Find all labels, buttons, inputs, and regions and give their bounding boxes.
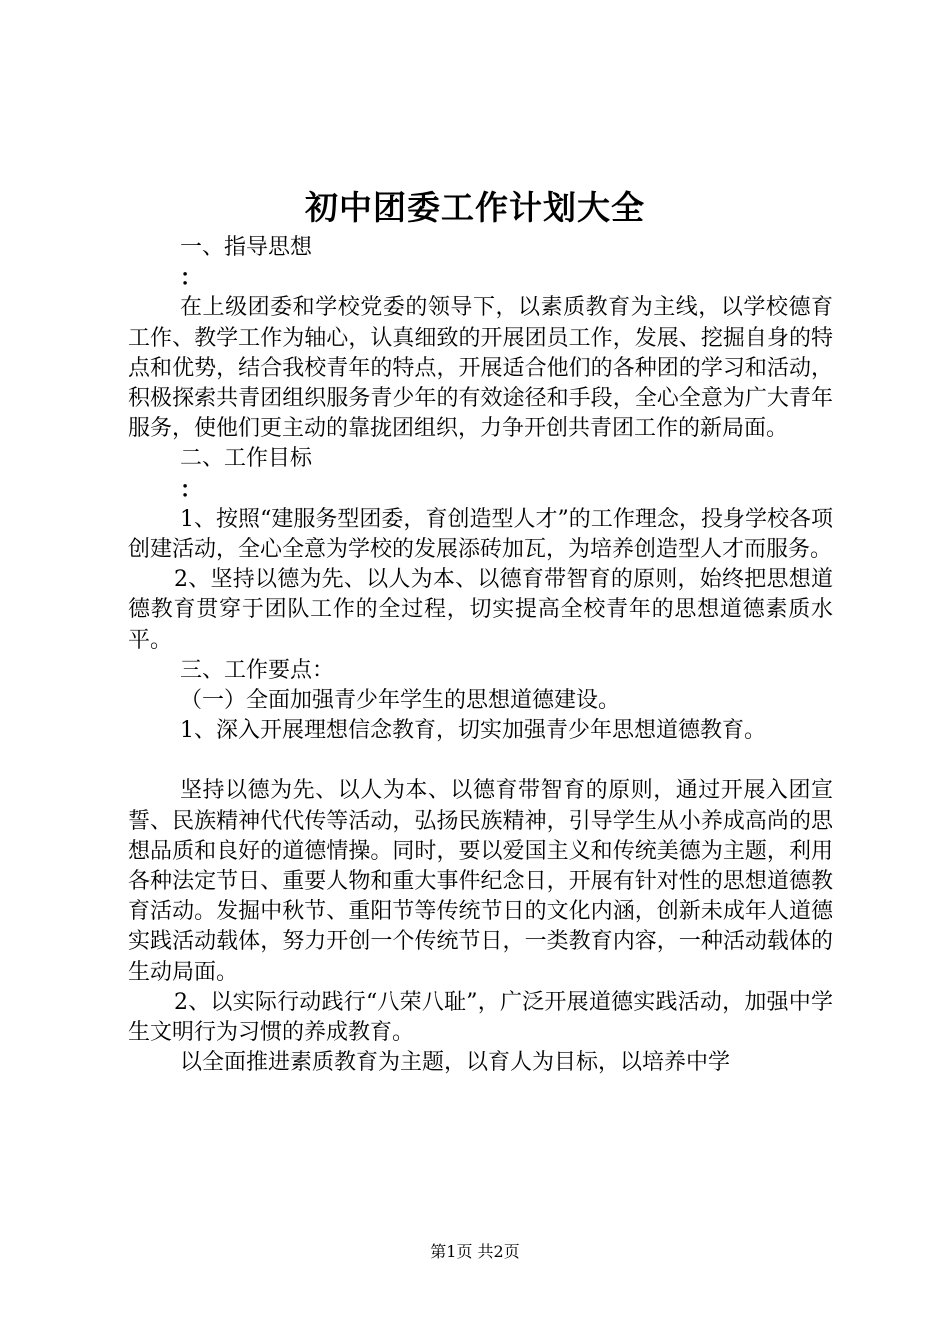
paragraph: 坚持以德为先、以人为本、以德育带智育的原则，通过开展入团宣誓、民族精神代代传等活动，弘扬民族精神，引导学生从小养成高尚的思想品质和良好的道德情操。同时，要以爱国主义和传统美德为主题，利用各种法定节日、重要人物和重大事件纪念日，开展有针对性的思想道德教育活动。发掘中秋节、重阳节等传统节日的文化内涵，创新未成年人道德实践活动载体，努力开创一个传统节日，一类教育内容，一种活动载体的生动局面。 (128, 778, 833, 985)
subsection-heading: （一）全面加强青少年学生的思想道德建设。 (180, 688, 621, 714)
section-heading-work-points: 三、工作要点： (180, 657, 335, 683)
paragraph: 1、深入开展理想信念教育，切实加强青少年思想道德教育。 (180, 718, 766, 744)
paragraph: 2、坚持以德为先、以人为本、以德育带智育的原则，始终把思想道德教育贯穿于团队工作的全过程，切实提高全校青年的思想道德素质水平。 (128, 567, 833, 653)
paragraph: 2、以实际行动践行“八荣八耻”，广泛开展道德实践活动，加强中学生文明行为习惯的养成教育。 (128, 989, 833, 1046)
document-body (128, 233, 833, 1078)
section-heading-work-goals: 二、工作目标 (180, 446, 313, 472)
section-heading-guiding-ideology: 一、指导思想 (180, 235, 313, 260)
paragraph: 在上级团委和学校党委的领导下，以素质教育为主线，以学校德育工作、教学工作为轴心，认真细致的开展团员工作，发展、挖掘自身的特点和优势，结合我校青年的特点，开展适合他们的各种团的学习和活动，积极探索共青团组织服务青少年的有效途径和手段，全心全意为广大青年服务，使他们更主动的靠拢团组织，力争开创共青团工作的新局面。 (128, 295, 833, 442)
document-title: 初中团委工作计划大全 (305, 188, 645, 227)
blank-line (128, 746, 833, 776)
page-footer: 第1页 共2页 (430, 1242, 520, 1261)
colon-line: ： (180, 476, 203, 503)
paragraph: 1、按照“建服务型团委，育创造型人才”的工作理念，投身学校各项创建活动，全心全意为学校的发展添砖加瓦，为培养创造型人才而服务。 (128, 506, 833, 563)
colon-line: ： (180, 265, 203, 292)
paragraph: 以全面推进素质教育为主题，以育人为目标，以培养中学 (180, 1050, 731, 1076)
